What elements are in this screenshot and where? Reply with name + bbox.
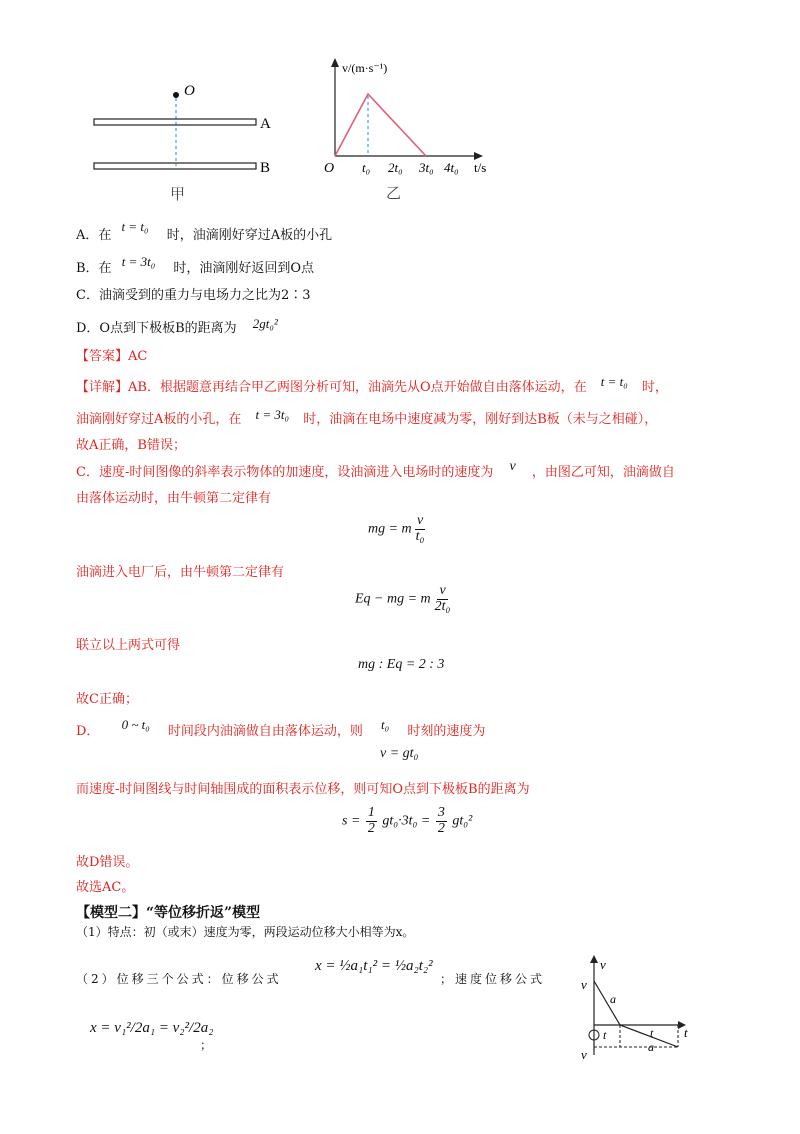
equation-4: v = gt₀ [380,746,419,761]
small-v-axis-label: v [600,957,606,972]
option-d: D．O点到下极板B的距离为 2gt₀² [76,316,278,336]
small-a1: a [610,992,616,1006]
detail-line4: C．速度-时间图像的斜率表示物体的加速度，设油滴进入电场时的速度为 v ，由图乙可知，油滴做自 [76,459,675,480]
tick-4t0: 4t₀ [444,160,459,175]
small-t1: t [603,1028,607,1042]
x-axis-arrow [474,152,483,160]
model2-title: 【模型二】“等位移折返”模型 [76,905,261,921]
option-b: B．在 t = 3t₀ 时，油滴刚好返回到O点 [76,254,315,276]
axis-y-label: v/(m·s⁻¹) [342,61,388,75]
detail-line12: 故选AC。 [76,880,135,895]
point-o-dot [173,92,179,98]
small-v-arrow [590,955,598,963]
velocity-formula: x = v₁²/2a₁ = v₂²/2a₂ [90,1020,214,1036]
model2-formula-line: （2）位移三个公式：位移公式 [76,972,282,986]
displacement-formula: x = ½a₁t₁² = ½a₂t₂² [315,958,433,974]
equation-5: s = $\frac{1}{2}$ gt₀·3t₀ = $\frac{3}{2}$ gt₀² [342,805,473,836]
detail-line1: 【详解】AB．根据题意再结合甲乙两图分析可知，油滴先从O点开始做自由落体运动，在 t = t₀ 时， [76,374,668,395]
answer: 【答案】AC [76,349,148,364]
detail-line6: 油滴进入电厂后，由牛顿第二定律有 [76,565,285,580]
detail-line9: D． 0 ~ t₀ 时间段内油滴做自由落体运动，则 t₀ 时刻的速度为 [76,717,486,739]
label-o: O [184,83,195,99]
equation-2: Eq − mg = m $\frac{v}{\text{2t₀}}$ [355,583,451,614]
plate-b [94,163,256,169]
caption-yi: 乙 [386,186,402,202]
model2-velocity-label: ；速度位移公式 [440,972,546,986]
equation-1: mg = m $\frac{v}{\text{t₀}}$ [368,513,425,544]
detail-line3: 故A正确，B错误； [76,438,186,453]
y-axis-arrow [331,58,339,67]
detail-line2: 油滴刚好穿过A板的小孔，在 t = 3t₀ 时，油滴在电场中速度减为零，刚好到达B板（未与之相碰）， [76,407,658,427]
tick-3t0: 3t₀ [419,160,434,175]
label-a: A [260,116,271,132]
detail-line11: 故D错误。 [76,855,139,870]
small-t2: t [650,1026,654,1040]
detail-line8: 故C正确； [76,692,138,707]
detail-line5: 由落体运动时，由牛顿第二定律有 [76,491,272,506]
option-c: C．油滴受到的重力与电场力之比为2∶3 [76,288,311,303]
small-v-bottom-label: v [581,1047,587,1062]
label-b: B [260,160,271,176]
equation-3: mg : Eq = 2 : 3 [358,657,445,672]
detail-line10: 而速度-时间图线与时间轴围成的面积表示位移，则可知O点到下极板B的距离为 [76,782,530,797]
tick-t0: t₀ [362,160,371,175]
model2-feature: （1）特点：初（或末）速度为零，两段运动位移大小相等为x。 [76,925,415,939]
figure-vt-small [578,955,698,1067]
detail-line7: 联立以上两式可得 [76,638,181,653]
velocity-line [335,94,426,156]
option-a: A．在 t = t₀ 时，油滴刚好穿过A板的小孔 [76,219,333,243]
formula-end: ； [200,1038,213,1052]
plate-a [94,119,256,125]
axis-x-label: t/s [474,160,487,175]
caption-jia: 甲 [170,187,186,203]
figure-yi [318,56,518,206]
small-velocity-line [594,981,678,1047]
figure-jia [88,78,288,203]
small-t-axis-label: t [684,1025,688,1040]
small-v-top-label: v [581,977,587,992]
tick-2t0: 2t₀ [388,160,403,175]
small-a2: a [648,1040,654,1054]
origin-o: O [324,161,335,176]
